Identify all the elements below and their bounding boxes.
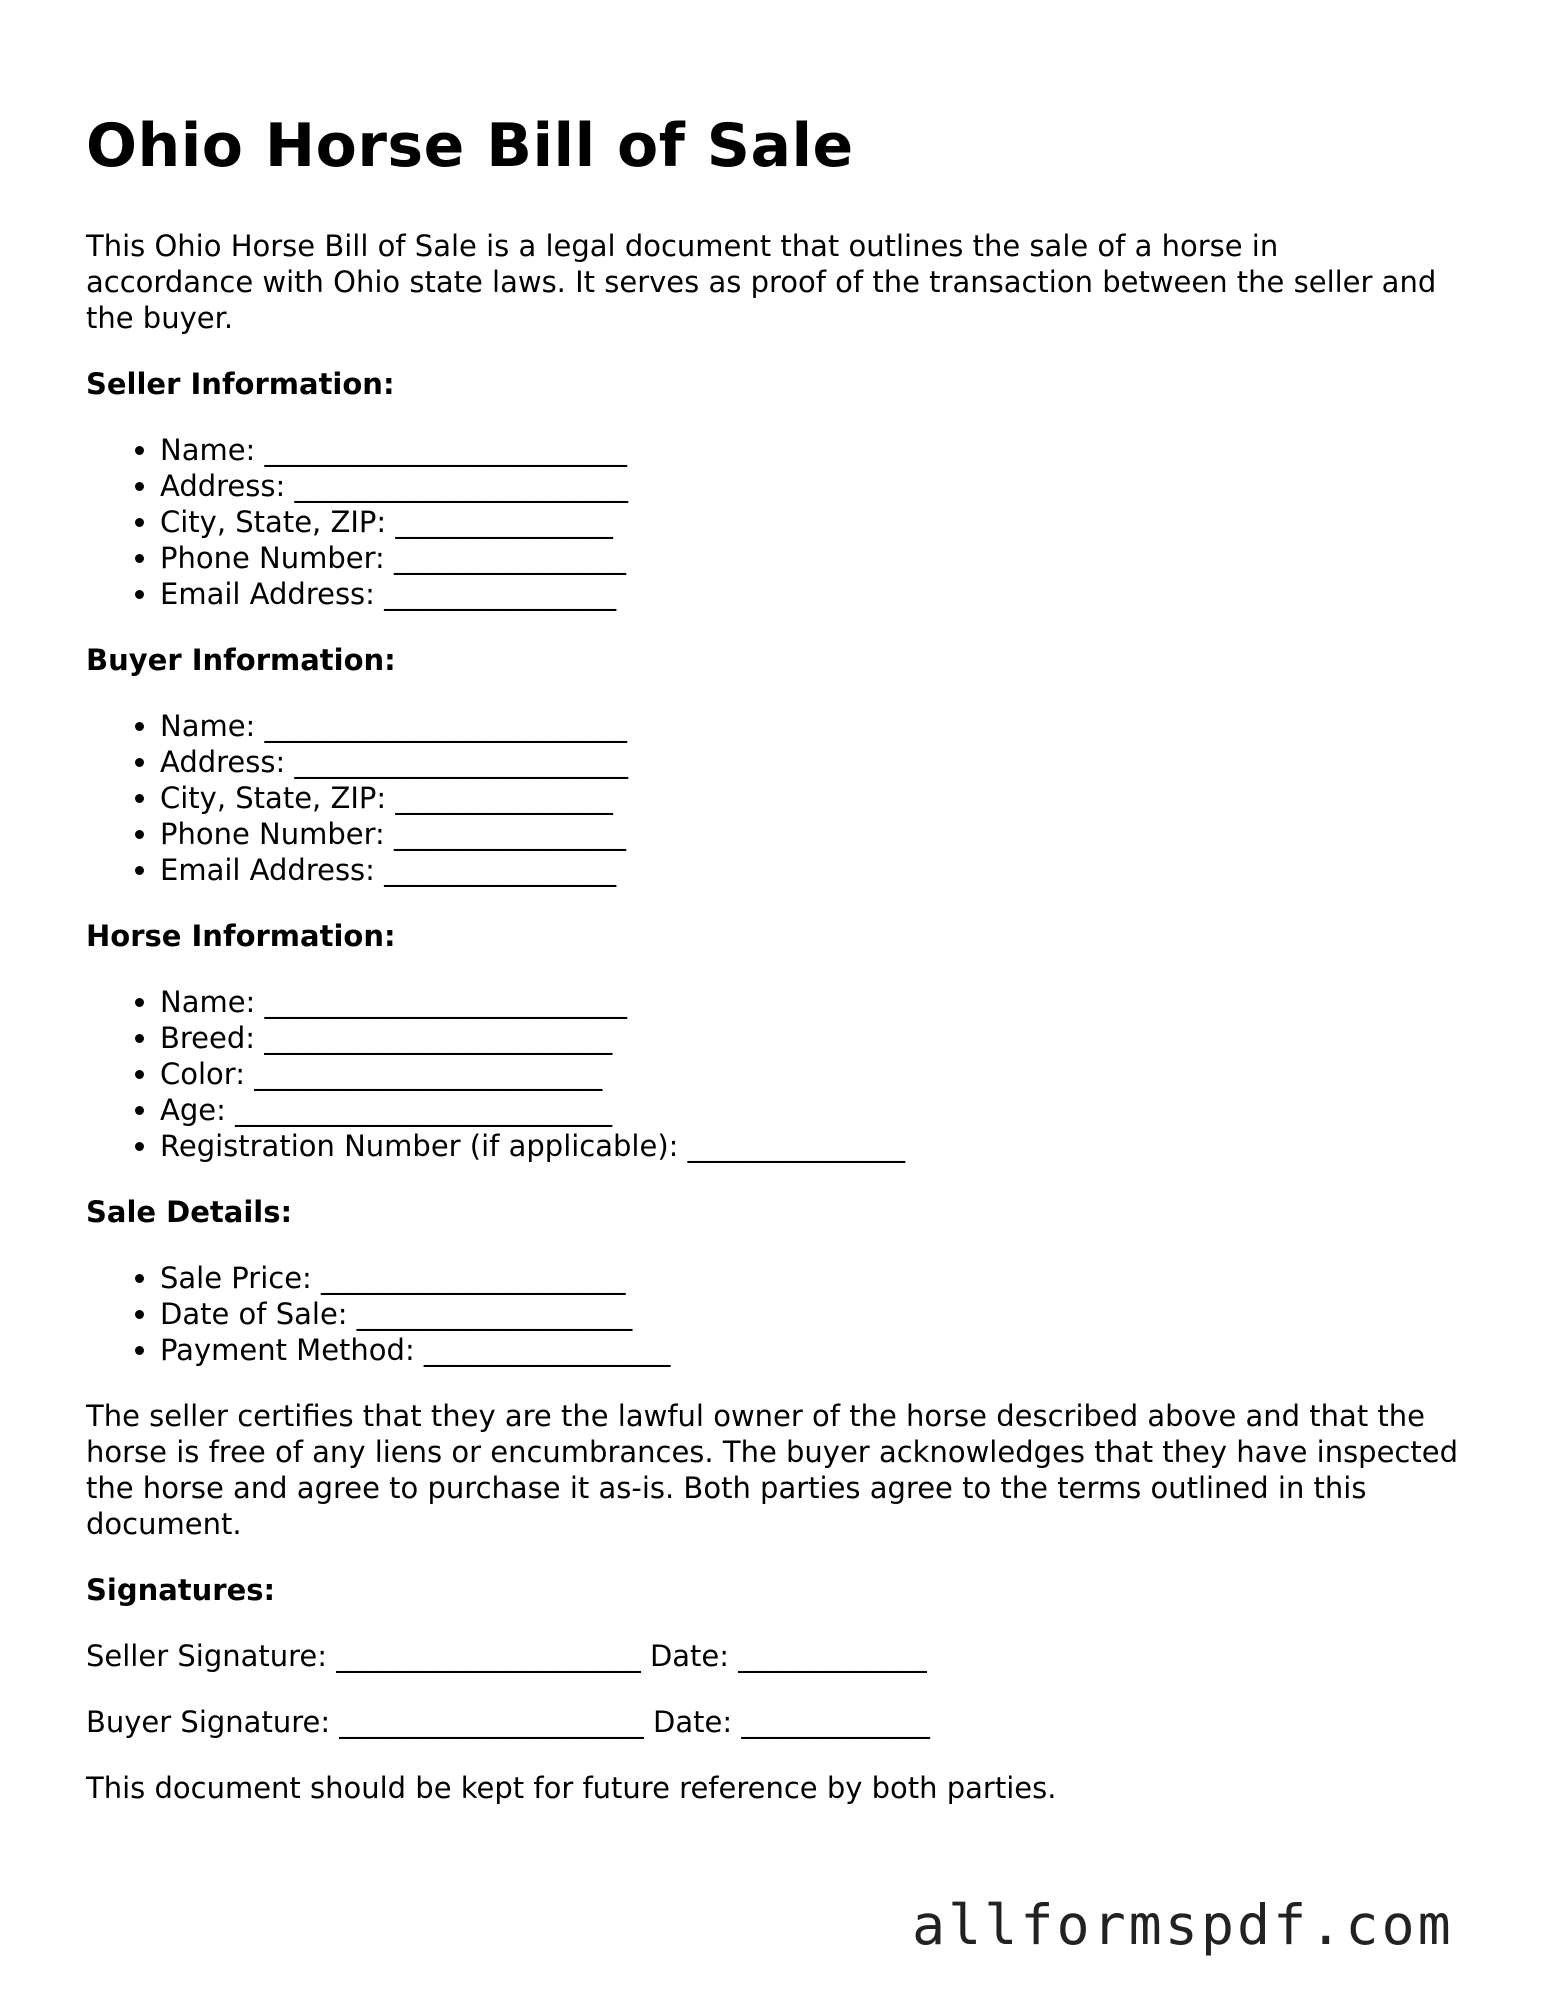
signatures-heading: Signatures:	[86, 1573, 276, 1607]
seller-signature-line: Seller Signature: _____________________ Date: _____________	[86, 1639, 927, 1673]
sale-price-field: • Sale Price: _____________________	[160, 1260, 1466, 1296]
horse-breed-field: • Breed: ________________________	[160, 1020, 1466, 1056]
horse-heading: Horse Information:	[86, 919, 396, 953]
horse-color-field: • Color: ________________________	[160, 1056, 1466, 1092]
certification-paragraph: The seller certifies that they are the lawful owner of the horse described above and that the horse is free of any liens or encumbrances. The buyer acknowledges that they have inspected the horse and agree to purchase it as-is. Both parties agree to the terms outlined in this document.	[86, 1399, 1458, 1541]
buyer-signature-line: Buyer Signature: _____________________ Date: _____________	[86, 1705, 930, 1739]
buyer-phone-field: • Phone Number: ________________	[160, 816, 1466, 852]
payment-method-field: • Payment Method: _________________	[160, 1332, 1466, 1368]
sale-heading: Sale Details:	[86, 1195, 293, 1229]
sale-field-list	[86, 1260, 1466, 1368]
seller-field-list	[86, 432, 1466, 612]
horse-name-field: • Name: _________________________	[160, 984, 1466, 1020]
seller-address-field: • Address: _______________________	[160, 468, 1466, 504]
page-title: Ohio Horse Bill of Sale	[86, 111, 854, 181]
seller-phone-field: • Phone Number: ________________	[160, 540, 1466, 576]
watermark: allformspdf.com	[912, 1893, 1454, 1957]
sale-date-field: • Date of Sale: ___________________	[160, 1296, 1466, 1332]
buyer-city-state-zip-field: • City, State, ZIP: _______________	[160, 780, 1466, 816]
buyer-heading: Buyer Information:	[86, 643, 396, 677]
seller-name-field: • Name: _________________________	[160, 432, 1466, 468]
seller-city-state-zip-field: • City, State, ZIP: _______________	[160, 504, 1466, 540]
document-page	[86, 108, 1466, 1806]
horse-registration-field: • Registration Number (if applicable): _______________	[160, 1128, 1466, 1164]
seller-heading: Seller Information:	[86, 367, 395, 401]
buyer-address-field: • Address: _______________________	[160, 744, 1466, 780]
intro-paragraph: This Ohio Horse Bill of Sale is a legal document that outlines the sale of a horse in accordance with Ohio state laws. It serves as proof of the transaction between the seller and the buyer.	[86, 229, 1437, 335]
seller-email-field: • Email Address: ________________	[160, 576, 1466, 612]
closing-note: This document should be kept for future reference by both parties.	[86, 1771, 1057, 1805]
buyer-name-field: • Name: _________________________	[160, 708, 1466, 744]
horse-age-field: • Age: __________________________	[160, 1092, 1466, 1128]
buyer-email-field: • Email Address: ________________	[160, 852, 1466, 888]
horse-field-list	[86, 984, 1466, 1164]
buyer-field-list	[86, 708, 1466, 888]
